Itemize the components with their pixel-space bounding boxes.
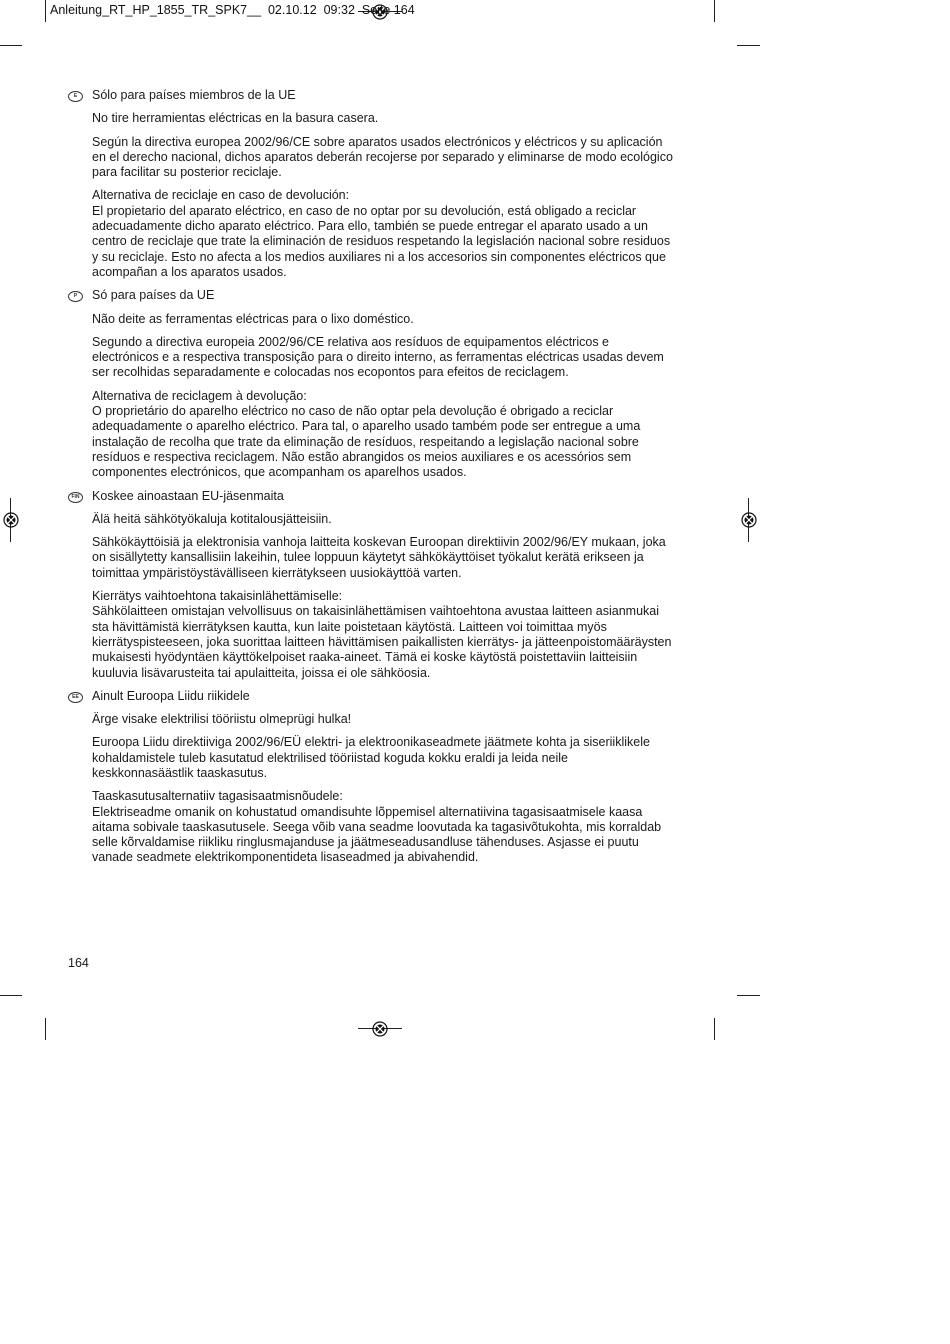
country-badge-fin: FIN	[68, 492, 83, 503]
registration-mark-bottom	[370, 1019, 390, 1039]
section-paragraph: Não deite as ferramentas eléctricas para o lixo doméstico.	[92, 311, 414, 326]
country-badge-p: P	[68, 291, 83, 302]
section-paragraph: Según la directiva europea 2002/96/CE sobre aparatos usados electrónicos y eléctricos y su aplicación en el derecho nacional, dichos aparatos deberán recojerse por separado y eliminarse de modo ecológico para facilitar su posterior reciclaje.	[92, 134, 673, 180]
section-paragraph: Taaskasutusalternatiiv tagasisaatmisnõudele: Elektriseadme omanik on kohustatud omandisuhte lõppemisel alternatiivina tagasisaatmisele kaasa aitama sobivale taaskasutusele. Seega võib vana seadme loovutada ka tagasivõtukohta, mis korraldab selle kõrvaldamise riikliku ringlusmajanduse ja jäätmeseadusandluse tähenduses. Asjasse ei puutu vanade seadmete elektrikomponentideta lisaseadmed ja abivahendid.	[92, 789, 662, 865]
section-spanish	[68, 88, 708, 280]
crop-mark-top-left-v	[45, 0, 46, 22]
section-paragraph: Euroopa Liidu direktiiviga 2002/96/EÜ elektri- ja elektroonikaseadmete jäätmete kohta ja siseriiklikele kohaldamistele tuleb kasutatud elektrilised tööriistad koguda kokku eraldi ja leida neile keskkonnasäästlik taaskasutus.	[92, 735, 650, 780]
crop-mark-bottom-right-h	[737, 995, 760, 996]
crop-mark-bottom-right-v	[714, 1018, 715, 1040]
slug-date: 02.10.12	[267, 3, 317, 17]
section-heading: Sólo para países miembros de la UE	[92, 88, 296, 102]
section-paragraph: No tire herramientas eléctricas en la basura casera.	[92, 111, 379, 126]
section-paragraph: Älä heitä sähkötyökaluja kotitalousjätteisiin.	[92, 511, 332, 526]
section-paragraph: Alternativa de reciclagem à devolução: O proprietário do aparelho eléctrico no caso de não optar pela devolução é obrigado a reciclar adequadamente o aparelho eléctrico. Para tal, o aparelho usado também pode ser entregue a uma instalação de recolha que trate da eliminação de resíduos, respeitando a legislação nacional sobre resíduos e respectiva reciclagem. Não estão abrangidos os meios auxiliares e os acessórios sem componentes electrónicos, que acompanham os aparelhos usados.	[92, 388, 641, 480]
section-paragraph: Kierrätys vaihtoehtona takaisinlähettämiselle: Sähkölaitteen omistajan velvollisuus on takaisinlähettämisen vaihtoehtona avustaa laitteen asianmukai sta hävittämistä kierrätyksen kautta, kun laite poistetaan käytöstä. Laitteen voi toimittaa myös kierrätyspisteeseen, joka suorittaa laitteen hävittämisen paikallisten kierrätys- ja jätteenpoistomääräysten mukaisesti hyödyntäen käyttökelpoiset raaka-aineet. Tämä ei koske käytöstä poistettaviin laitteisiin kuuluvia lisävarusteita tai apulaitteita, joissa ei ole sähköosia.	[92, 589, 672, 680]
section-paragraph: Segundo a directiva europeia 2002/96/CE relativa aos resíduos de equipamentos eléctricos e electrónicos e a respectiva transposição para o direito interno, as ferramentas eléctricas usadas devem ser recolhidas separadamente e colocadas nos ecopontos para efeitos de reciclagem.	[92, 334, 664, 380]
section-paragraph: Ärge visake elektrilisi tööriistu olmeprügi hulka!	[92, 712, 352, 727]
slug-page-label: Seite 164	[361, 3, 415, 17]
country-badge-ee: EE	[68, 692, 83, 703]
slug-time: 09:32	[323, 3, 355, 17]
section-paragraph: Alternativa de reciclaje en caso de devolución: El propietario del aparato eléctrico, en caso de no optar por su devolución, está obligado a reciclar adecuadamente dicho aparato eléctrico. Para ello, también se puede entregar el aparato usado a un centro de reciclaje que trate la eliminación de residuos respetando la legislación nacional sobre residuos y su reciclaje. Esto no afecta a los medios auxiliares ni a los accesorios sin componentes eléctricos que acompañan a los aparatos usados.	[92, 188, 671, 279]
section-heading: Só para países da UE	[92, 288, 215, 303]
crop-mark-bottom-left-h	[0, 995, 22, 996]
section-heading: Ainult Euroopa Liidu riikidele	[92, 688, 250, 703]
crop-mark-top-right-h	[737, 45, 760, 46]
section-portuguese	[68, 288, 708, 480]
registration-mark-right	[739, 510, 759, 530]
country-badge-e: E	[68, 91, 83, 102]
document-body	[68, 88, 708, 874]
print-slug	[50, 3, 415, 17]
section-finnish	[68, 489, 708, 681]
slug-file: Anleitung_RT_HP_1855_TR_SPK7__	[50, 3, 262, 17]
page-number: 164	[68, 956, 89, 970]
registration-mark-left	[1, 510, 21, 530]
crop-mark-top-left-h	[0, 45, 22, 46]
section-heading: Koskee ainoastaan EU-jäsenmaita	[92, 488, 284, 503]
section-estonian	[68, 689, 708, 866]
section-paragraph: Sähkökäyttöisiä ja elektronisia vanhoja laitteita koskevan Euroopan direktiivin 2002/96/EY mukaan, joka on sisällytetty kansallisiin lakeihin, tulee loppuun käytetyt sähkökäyttöiset työkalut kerätä erikseen ja toimittaa ympäristöystävälliseen kierrätykseen uusiokäyttöä varten.	[92, 535, 666, 580]
crop-mark-top-right-v	[714, 0, 715, 22]
crop-mark-bottom-left-v	[45, 1018, 46, 1040]
